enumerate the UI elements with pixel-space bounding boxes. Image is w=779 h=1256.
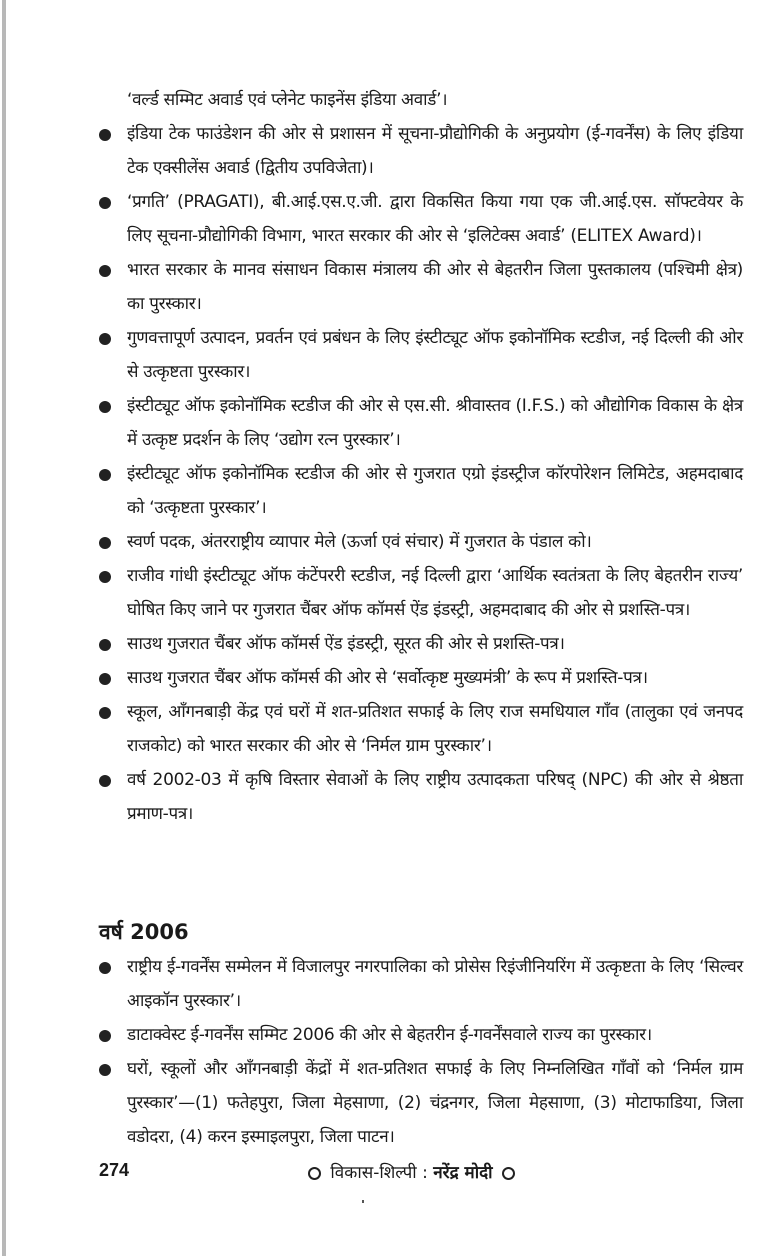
- list-item: [0, 457, 779, 525]
- list-item: [0, 1018, 779, 1052]
- bullet-icon: [99, 333, 111, 345]
- scan-speck: [362, 1200, 364, 1203]
- list-item-text: घरों, स्कूलों और आँगनबाड़ी केंद्रों में शत-प्रतिशत सफाई के लिए निम्नलिखित गाँवों को ‘निर्मल ग्राम पुरस्कार’—(1) फतेहपुरा, जिला मेहसाणा, (2) चंद्रनगर, जिला मेहसाणा, (3) मोटाफाडिया, जिला वडोदरा, (4) करन इस्माइलपुरा, जिला पाटन।: [127, 1059, 743, 1147]
- list-item: [0, 661, 779, 695]
- list-item-text: राजीव गांधी इंस्टीट्यूट ऑफ कंटेंपररी स्टडीज, नई दिल्ली द्वारा ‘आर्थिक स्वतंत्रता के लिए बेहतरीन राज्य’ घोषित किए जाने पर गुजरात चैंबर ऑफ कॉमर्स ऐंड इंडस्ट्री, अहमदाबाद की ओर से प्रशस्ति-पत्र।: [127, 566, 743, 620]
- ring-ornament-icon: [502, 1167, 515, 1180]
- list-item-text: इंस्टीट्यूट ऑफ इकोनॉमिक स्टडीज की ओर से एस.सी. श्रीवास्तव (I.F.S.) को औद्योगिक विकास के क्षेत्र में उत्कृष्ट प्रदर्शन के लिए ‘उद्योग रत्न पुरस्कार’।: [127, 396, 743, 450]
- list-item-text: राष्ट्रीय ई-गवर्नेंस सम्मेलन में विजालपुर नगरपालिका को प्रोसेस रिइंजीनियरिंग में उत्कृष्टता के लिए ‘सिल्वर आइकॉन पुरस्कार’।: [127, 957, 743, 1011]
- page-footer: [99, 1160, 749, 1190]
- list-item-text: डाटाक्वेस्ट ई-गवर्नेंस सम्मिट 2006 की ओर से बेहतरीन ई-गवर्नेंसवाले राज्य का पुरस्कार।: [127, 1025, 652, 1045]
- bullet-icon: [99, 639, 111, 651]
- bullet-icon: [99, 197, 111, 209]
- list-item: [0, 1052, 779, 1154]
- list-item: [0, 389, 779, 457]
- list-item: [0, 117, 779, 185]
- awards-list-2005: [0, 117, 779, 831]
- list-item-text: ‘प्रगति’ (PRAGATI), बी.आई.एस.ए.जी. द्वारा विकसित किया गया एक जी.आई.एस. सॉफ्टवेयर के लिए सूचना-प्रौद्योगिकी विभाग, भारत सरकार की ओर से ‘इलिटेक्स अवार्ड’ (ELITEX Award)।: [127, 192, 743, 246]
- bullet-icon: [99, 401, 111, 413]
- list-item: [0, 627, 779, 661]
- bullet-icon: [99, 469, 111, 481]
- bullet-icon: [99, 707, 111, 719]
- list-item: [0, 559, 779, 627]
- bullet-icon: [99, 673, 111, 685]
- bullet-icon: [99, 537, 111, 549]
- bullet-icon: [99, 265, 111, 277]
- list-item: [0, 253, 779, 321]
- page-number: 274: [99, 1160, 130, 1180]
- section-heading: वर्ष 2006: [99, 920, 189, 944]
- running-title: [304, 1160, 519, 1183]
- bullet-icon: [99, 1030, 111, 1042]
- list-item: [0, 950, 779, 1018]
- list-item: [0, 695, 779, 763]
- continued-paragraph: ‘वर्ल्ड सम्मिट अवार्ड एवं प्लेनेट फाइनेंस इंडिया अवार्ड’।: [127, 90, 448, 110]
- list-item: [0, 763, 779, 831]
- author-name: नरेंद्र मोदी: [433, 1163, 493, 1183]
- list-item-text: वर्ष 2002-03 में कृषि विस्तार सेवाओं के लिए राष्ट्रीय उत्पादकता परिषद् (NPC) की ओर से श्रेष्ठता प्रमाण-पत्र।: [127, 770, 743, 824]
- list-item-text: साउथ गुजरात चैंबर ऑफ कॉमर्स की ओर से ‘सर्वोत्कृष्ट मुख्यमंत्री’ के रूप में प्रशस्ति-पत्र।: [127, 668, 648, 688]
- awards-list-2006: [0, 950, 779, 1154]
- list-item-text: स्कूल, आँगनबाड़ी केंद्र एवं घरों में शत-प्रतिशत सफाई के लिए राज समधियाल गाँव (तालुका एवं जनपद राजकोट) को भारत सरकार की ओर से ‘निर्मल ग्राम पुरस्कार’।: [127, 702, 743, 756]
- book-title: विकास-शिल्पी :: [330, 1163, 428, 1183]
- bullet-icon: [99, 775, 111, 787]
- list-item-text: गुणवत्तापूर्ण उत्पादन, प्रवर्तन एवं प्रबंधन के लिए इंस्टीट्यूट ऑफ इकोनॉमिक स्टडीज, नई दिल्ली की ओर से उत्कृष्टता पुरस्कार।: [127, 328, 743, 382]
- list-item: [0, 185, 779, 253]
- list-item-text: साउथ गुजरात चैंबर ऑफ कॉमर्स ऐंड इंडस्ट्री, सूरत की ओर से प्रशस्ति-पत्र।: [127, 634, 565, 654]
- list-item: [0, 525, 779, 559]
- bullet-icon: [99, 129, 111, 141]
- ring-ornament-icon: [308, 1167, 321, 1180]
- list-item-text: स्वर्ण पदक, अंतरराष्ट्रीय व्यापार मेले (ऊर्जा एवं संचार) में गुजरात के पंडाल को।: [127, 532, 592, 552]
- list-item-text: भारत सरकार के मानव संसाधन विकास मंत्रालय की ओर से बेहतरीन जिला पुस्तकालय (पश्चिमी क्षेत्र) का पुरस्कार।: [127, 260, 743, 314]
- bullet-icon: [99, 571, 111, 583]
- list-item: [0, 321, 779, 389]
- bullet-icon: [99, 962, 111, 974]
- list-item-text: इंस्टीट्यूट ऑफ इकोनॉमिक स्टडीज की ओर से गुजरात एग्रो इंडस्ट्रीज कॉरपोरेशन लिमिटेड, अहमदाबाद को ‘उत्कृष्टता पुरस्कार’।: [127, 464, 743, 518]
- bullet-icon: [99, 1064, 111, 1076]
- list-item-text: इंडिया टेक फाउंडेशन की ओर से प्रशासन में सूचना-प्रौद्योगिकी के अनुप्रयोग (ई-गवर्नेंस) के लिए इंडिया टेक एक्सीलेंस अवार्ड (द्वितीय उपविजेता)।: [127, 124, 743, 178]
